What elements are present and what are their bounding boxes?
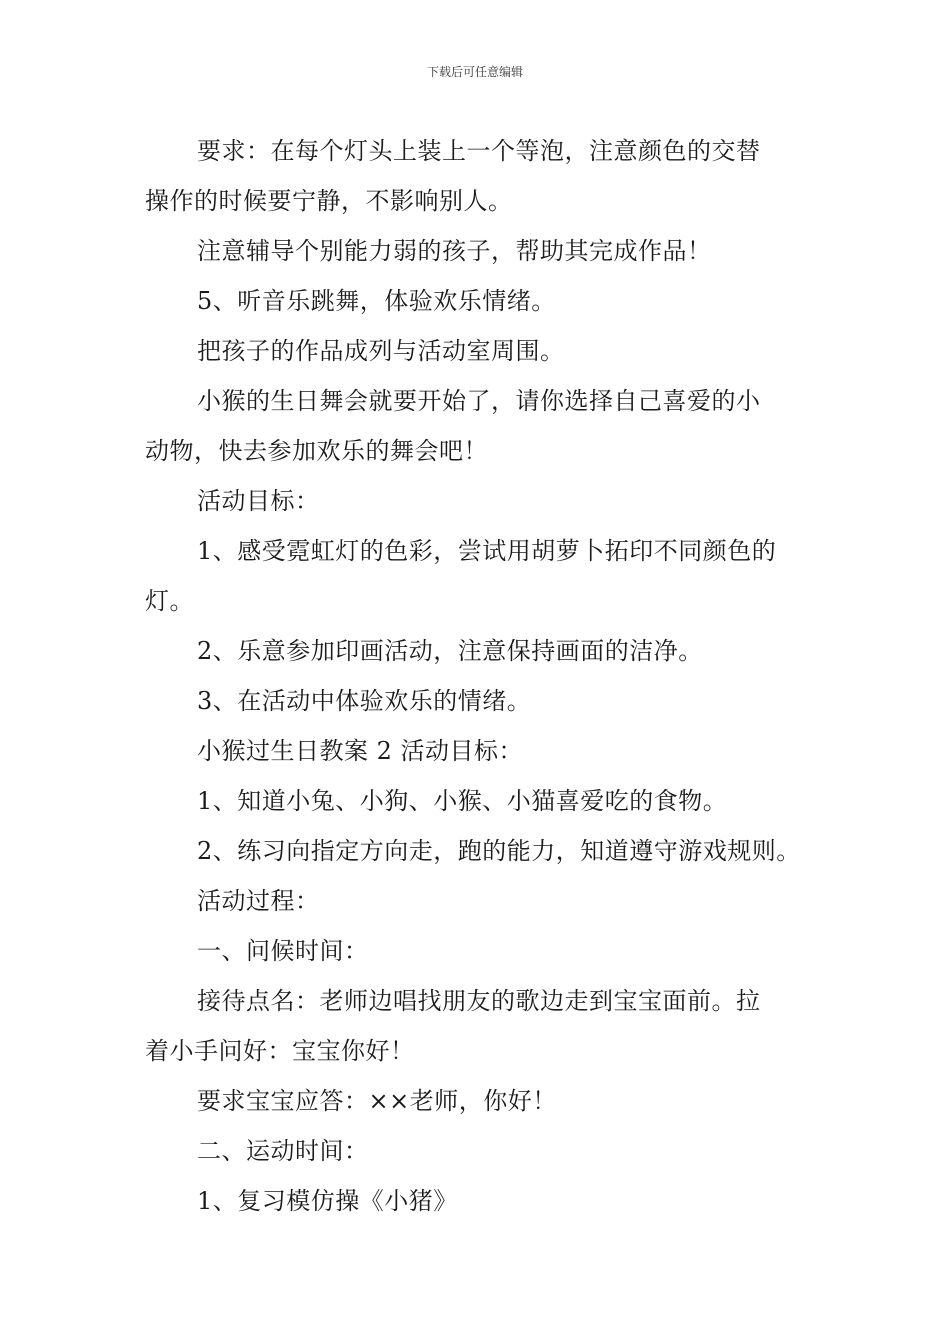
- paragraph-line: 接待点名：老师边唱找朋友的歌边走到宝宝面前。拉: [197, 987, 761, 1015]
- paragraph-line: 着小手问好：宝宝你好！: [145, 1037, 415, 1065]
- section-heading: 小猴过生日教案 2 活动目标：: [197, 737, 524, 765]
- paragraph-line: 1、复习模仿操《小猪》: [197, 1187, 458, 1215]
- paragraph-line: 要求宝宝应答：××老师，你好！: [197, 1087, 557, 1115]
- document-body: [145, 126, 810, 1226]
- paragraph-line: 2、练习向指定方向走，跑的能力，知道遵守游戏规则。: [197, 837, 801, 865]
- paragraph-line: 操作的时候要宁静，不影响别人。: [145, 187, 513, 215]
- paragraph-line: 1、知道小兔、小狗、小猴、小猫喜爱吃的食物。: [197, 787, 728, 815]
- paragraph-line: 2、乐意参加印画活动，注意保持画面的洁净。: [197, 637, 703, 665]
- paragraph-line: 注意辅导个别能力弱的孩子，帮助其完成作品！: [197, 237, 712, 265]
- paragraph-line: 小猴的生日舞会就要开始了，请你选择自己喜爱的小: [197, 387, 761, 415]
- paragraph-line: 1、感受霓虹灯的色彩，尝试用胡萝卜拓印不同颜色的: [197, 537, 777, 565]
- paragraph-line: 动物，快去参加欢乐的舞会吧！: [145, 437, 488, 465]
- paragraph-line: 5、听音乐跳舞，体验欢乐情绪。: [197, 287, 556, 315]
- paragraph-line: 3、在活动中体验欢乐的情绪。: [197, 687, 532, 715]
- paragraph-line: 灯。: [145, 587, 194, 615]
- paragraph-line: 要求：在每个灯头上装上一个等泡，注意颜色的交替: [197, 137, 761, 165]
- paragraph-line: 把孩子的作品成列与活动室周围。: [197, 337, 565, 365]
- section-heading: 二、运动时间：: [197, 1137, 369, 1165]
- section-heading: 一、问候时间：: [197, 937, 369, 965]
- section-heading: 活动过程：: [197, 887, 320, 915]
- section-heading: 活动目标：: [197, 487, 320, 515]
- page-header: 下载后可任意编辑: [426, 65, 523, 79]
